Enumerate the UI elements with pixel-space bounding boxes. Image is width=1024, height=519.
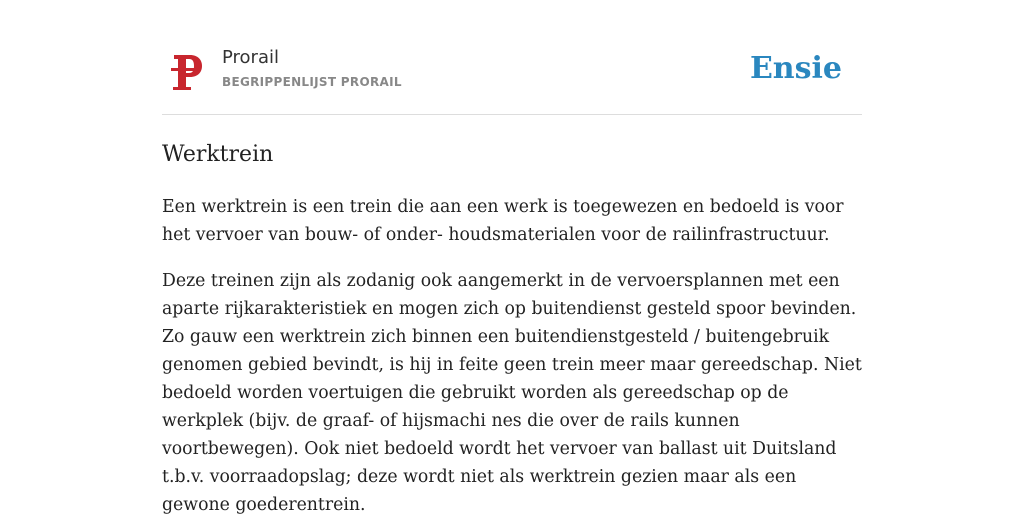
definition-paragraph: Deze treinen zijn als zodanig ook aangemerkt in de vervoersplannen met een aparte rijkarakteristiek en mogen zich op buitendienst gesteld spoor bevinden. Zo gauw een werktrein zich binnen een buitendienstgesteld / buitengebruik genomen gebied bevindt, is hij in feite geen trein meer maar gereedschap. Niet bedoeld worden voertuigen die gebruikt worden als gereedschap op de werkplek (bijv. de graaf- of hijsmachi nes die over de rails kunnen voortbewegen). Ook niet bedoeld wordt het vervoer van ballast uit Duitsland t.b.v. voorraadopslag; deze wordt niet als werktrein gezien maar als een gewone goederentrein. (162, 271, 862, 515)
source-title[interactable]: Prorail (222, 47, 279, 68)
definition (162, 193, 862, 519)
term-title: Werktrein (162, 142, 274, 167)
ensie-brand-link[interactable]: Ensie (749, 51, 842, 86)
prorail-p-logo-icon[interactable] (170, 53, 204, 91)
page (162, 0, 862, 519)
definition-paragraph: Een werktrein is een trein die aan een werk is toegewezen en bedoeld is voor het vervoer van bouw- of onder- houdsmaterialen voor de railinfrastructuur. (162, 197, 844, 245)
header (162, 0, 862, 115)
source-subtitle[interactable]: BEGRIPPENLIJST PRORAIL (222, 75, 402, 89)
